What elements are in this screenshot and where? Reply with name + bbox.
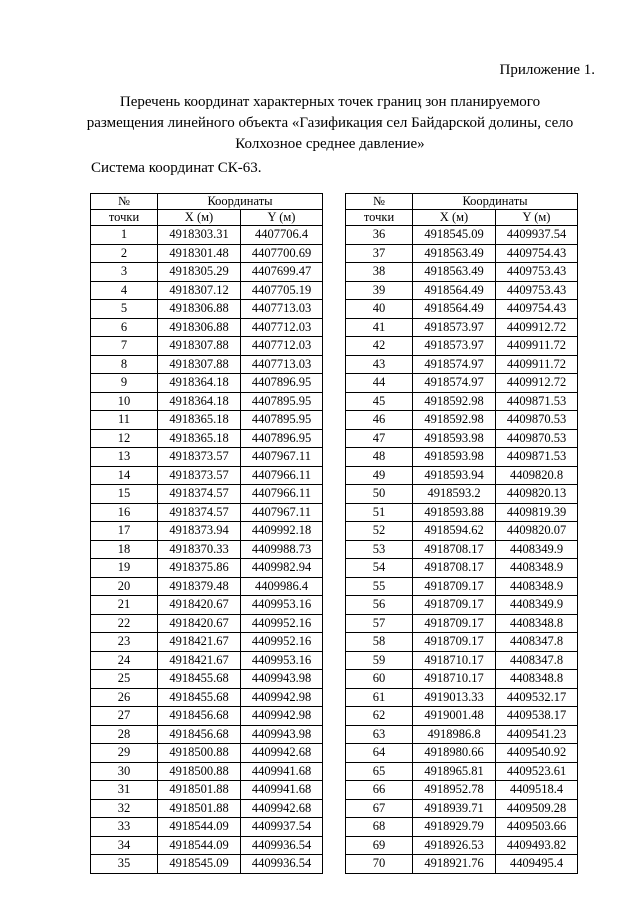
coord-x: 4918544.09	[158, 836, 241, 855]
header-num-bottom: точки	[346, 210, 413, 226]
coord-x: 4919013.33	[413, 688, 496, 707]
header-coordinates: Координаты	[413, 194, 578, 210]
table-row	[346, 688, 578, 707]
header-num-top: №	[91, 194, 158, 210]
coord-y: 4409937.54	[241, 818, 323, 837]
table-row	[91, 577, 323, 596]
point-number: 31	[91, 781, 158, 800]
table-row	[91, 614, 323, 633]
coord-x: 4918593.98	[413, 429, 496, 448]
coord-y: 4407705.19	[241, 281, 323, 300]
coord-x: 4918373.57	[158, 466, 241, 485]
point-number: 53	[346, 540, 413, 559]
point-number: 13	[91, 448, 158, 467]
coord-x: 4918952.78	[413, 781, 496, 800]
coord-y: 4409937.54	[496, 226, 578, 245]
coord-x: 4918986.8	[413, 725, 496, 744]
coord-y: 4409871.53	[496, 448, 578, 467]
table-row	[91, 429, 323, 448]
table-row	[346, 318, 578, 337]
point-number: 6	[91, 318, 158, 337]
header-x: X (м)	[413, 210, 496, 226]
coord-x: 4918307.88	[158, 337, 241, 356]
point-number: 27	[91, 707, 158, 726]
table-row	[346, 633, 578, 652]
point-number: 3	[91, 263, 158, 282]
coord-y: 4409541.23	[496, 725, 578, 744]
coord-x: 4918501.88	[158, 781, 241, 800]
coord-x: 4918370.33	[158, 540, 241, 559]
point-number: 16	[91, 503, 158, 522]
coord-x: 4918301.48	[158, 244, 241, 263]
coord-x: 4918307.12	[158, 281, 241, 300]
table-row	[91, 799, 323, 818]
table-row	[346, 281, 578, 300]
point-number: 24	[91, 651, 158, 670]
coord-x: 4918545.09	[413, 226, 496, 245]
table-row	[91, 263, 323, 282]
table-row	[91, 374, 323, 393]
table-row	[91, 707, 323, 726]
coord-x: 4918709.17	[413, 577, 496, 596]
coord-y: 4407966.11	[241, 466, 323, 485]
point-number: 7	[91, 337, 158, 356]
coord-y: 4409820.07	[496, 522, 578, 541]
coord-y: 4408347.8	[496, 633, 578, 652]
coord-y: 4409942.98	[241, 707, 323, 726]
point-number: 2	[91, 244, 158, 263]
point-number: 10	[91, 392, 158, 411]
coord-x: 4918305.29	[158, 263, 241, 282]
table-row	[346, 337, 578, 356]
table-row	[91, 392, 323, 411]
point-number: 61	[346, 688, 413, 707]
point-number: 5	[91, 300, 158, 319]
point-number: 26	[91, 688, 158, 707]
coord-x: 4918544.09	[158, 818, 241, 837]
coord-y: 4409936.54	[241, 855, 323, 874]
point-number: 57	[346, 614, 413, 633]
table-row	[91, 448, 323, 467]
coord-x: 4918421.67	[158, 633, 241, 652]
point-number: 66	[346, 781, 413, 800]
point-number: 12	[91, 429, 158, 448]
coord-y: 4409911.72	[496, 337, 578, 356]
appendix-label: Приложение 1.	[499, 62, 595, 78]
point-number: 1	[91, 226, 158, 245]
table-row	[91, 855, 323, 874]
point-number: 51	[346, 503, 413, 522]
coord-x: 4918593.88	[413, 503, 496, 522]
coord-x: 4918365.18	[158, 411, 241, 430]
coord-x: 4918563.49	[413, 263, 496, 282]
coord-y: 4409518.4	[496, 781, 578, 800]
coord-y: 4409943.98	[241, 725, 323, 744]
coord-x: 4918364.18	[158, 392, 241, 411]
coord-x: 4918593.2	[413, 485, 496, 504]
table-row	[91, 355, 323, 374]
coord-y: 4409911.72	[496, 355, 578, 374]
coord-x: 4918455.68	[158, 670, 241, 689]
header-num-top: №	[346, 194, 413, 210]
table-row	[346, 244, 578, 263]
title-line-2: размещения линейного объекта «Газификация сел Байдарской долины, село	[86, 115, 574, 131]
coord-y: 4409509.28	[496, 799, 578, 818]
table-row	[346, 744, 578, 763]
table-row	[346, 300, 578, 319]
point-number: 55	[346, 577, 413, 596]
table-row	[91, 633, 323, 652]
coord-y: 4409936.54	[241, 836, 323, 855]
point-number: 36	[346, 226, 413, 245]
coord-y: 4407895.95	[241, 392, 323, 411]
coord-x: 4918420.67	[158, 596, 241, 615]
coord-y: 4409820.13	[496, 485, 578, 504]
coord-x: 4918709.17	[413, 614, 496, 633]
point-number: 38	[346, 263, 413, 282]
point-number: 45	[346, 392, 413, 411]
coord-x: 4918564.49	[413, 281, 496, 300]
point-number: 4	[91, 281, 158, 300]
coord-y: 4407967.11	[241, 503, 323, 522]
point-number: 19	[91, 559, 158, 578]
point-number: 21	[91, 596, 158, 615]
point-number: 64	[346, 744, 413, 763]
coord-x: 4918710.17	[413, 651, 496, 670]
point-number: 43	[346, 355, 413, 374]
point-number: 8	[91, 355, 158, 374]
table-row	[91, 540, 323, 559]
coord-y: 4409912.72	[496, 374, 578, 393]
table-row	[91, 226, 323, 245]
point-number: 32	[91, 799, 158, 818]
point-number: 23	[91, 633, 158, 652]
coord-x: 4918929.79	[413, 818, 496, 837]
table-row	[91, 651, 323, 670]
table-row	[346, 466, 578, 485]
coord-x: 4918573.97	[413, 318, 496, 337]
table-row	[346, 707, 578, 726]
point-number: 34	[91, 836, 158, 855]
point-number: 30	[91, 762, 158, 781]
coord-y: 4407895.95	[241, 411, 323, 430]
coord-x: 4918456.68	[158, 707, 241, 726]
point-number: 48	[346, 448, 413, 467]
coord-y: 4408349.9	[496, 540, 578, 559]
coord-x: 4918593.98	[413, 448, 496, 467]
coord-x: 4918307.88	[158, 355, 241, 374]
table-row	[91, 725, 323, 744]
coord-y: 4407966.11	[241, 485, 323, 504]
table-row	[91, 836, 323, 855]
coord-y: 4407967.11	[241, 448, 323, 467]
table-row	[91, 781, 323, 800]
coord-y: 4408348.8	[496, 614, 578, 633]
coord-x: 4918593.94	[413, 466, 496, 485]
point-number: 56	[346, 596, 413, 615]
point-number: 41	[346, 318, 413, 337]
table-row	[346, 670, 578, 689]
table-row	[346, 818, 578, 837]
coord-y: 4409493.82	[496, 836, 578, 855]
coord-y: 4409523.61	[496, 762, 578, 781]
coordinates-table-left	[90, 193, 323, 874]
coord-y: 4407896.95	[241, 374, 323, 393]
coord-y: 4409870.53	[496, 411, 578, 430]
coord-y: 4409820.8	[496, 466, 578, 485]
point-number: 58	[346, 633, 413, 652]
coord-y: 4409941.68	[241, 762, 323, 781]
coord-y: 4407713.03	[241, 355, 323, 374]
point-number: 62	[346, 707, 413, 726]
table-row	[91, 688, 323, 707]
point-number: 29	[91, 744, 158, 763]
table-row	[346, 559, 578, 578]
table-row	[346, 762, 578, 781]
coord-x: 4918373.94	[158, 522, 241, 541]
point-number: 54	[346, 559, 413, 578]
coordinate-system-label: Система координат СК-63.	[91, 160, 262, 176]
table-row	[91, 670, 323, 689]
coord-x: 4918545.09	[158, 855, 241, 874]
table-row	[346, 799, 578, 818]
coord-y: 4409941.68	[241, 781, 323, 800]
table-row	[346, 485, 578, 504]
table-row	[346, 855, 578, 874]
coord-x: 4918709.17	[413, 596, 496, 615]
title-line-3: Колхозное среднее давление»	[235, 136, 425, 152]
coord-y: 4407706.4	[241, 226, 323, 245]
coord-y: 4409943.98	[241, 670, 323, 689]
header-y: Y (м)	[241, 210, 323, 226]
table-row	[346, 781, 578, 800]
coord-x: 4918573.97	[413, 337, 496, 356]
coord-y: 4409532.17	[496, 688, 578, 707]
table-row	[91, 503, 323, 522]
table-row	[346, 411, 578, 430]
coord-x: 4918708.17	[413, 540, 496, 559]
table-row	[346, 448, 578, 467]
point-number: 69	[346, 836, 413, 855]
table-row	[91, 762, 323, 781]
point-number: 49	[346, 466, 413, 485]
coord-y: 4407712.03	[241, 318, 323, 337]
coord-x: 4918921.76	[413, 855, 496, 874]
table-row	[346, 651, 578, 670]
point-number: 20	[91, 577, 158, 596]
coord-x: 4918306.88	[158, 318, 241, 337]
point-number: 17	[91, 522, 158, 541]
coord-x: 4918564.49	[413, 300, 496, 319]
coord-x: 4918708.17	[413, 559, 496, 578]
coord-y: 4409503.66	[496, 818, 578, 837]
coord-y: 4409952.16	[241, 633, 323, 652]
point-number: 35	[91, 855, 158, 874]
title-line-1: Перечень координат характерных точек границ зон планируемого	[119, 94, 541, 110]
coord-y: 4409754.43	[496, 244, 578, 263]
table-row	[91, 522, 323, 541]
coord-x: 4918500.88	[158, 762, 241, 781]
coord-y: 4409982.94	[241, 559, 323, 578]
coord-y: 4407896.95	[241, 429, 323, 448]
point-number: 14	[91, 466, 158, 485]
coord-x: 4918364.18	[158, 374, 241, 393]
coord-x: 4918306.88	[158, 300, 241, 319]
table-row	[346, 503, 578, 522]
point-number: 52	[346, 522, 413, 541]
table-row	[346, 429, 578, 448]
table-row	[91, 559, 323, 578]
table-row	[346, 374, 578, 393]
table-row	[91, 300, 323, 319]
coord-x: 4918926.53	[413, 836, 496, 855]
coord-x: 4918710.17	[413, 670, 496, 689]
coord-y: 4407699.47	[241, 263, 323, 282]
table-row	[91, 281, 323, 300]
coordinates-table-right	[345, 193, 578, 874]
coord-y: 4409754.43	[496, 300, 578, 319]
coord-x: 4918594.62	[413, 522, 496, 541]
point-number: 63	[346, 725, 413, 744]
coord-x: 4918303.31	[158, 226, 241, 245]
point-number: 50	[346, 485, 413, 504]
coord-x: 4918456.68	[158, 725, 241, 744]
table-row	[91, 244, 323, 263]
point-number: 46	[346, 411, 413, 430]
coord-y: 4409942.68	[241, 799, 323, 818]
point-number: 28	[91, 725, 158, 744]
coord-y: 4409538.17	[496, 707, 578, 726]
point-number: 33	[91, 818, 158, 837]
point-number: 25	[91, 670, 158, 689]
document-title	[60, 92, 600, 155]
coord-y: 4408348.9	[496, 577, 578, 596]
coord-x: 4918420.67	[158, 614, 241, 633]
coord-y: 4409988.73	[241, 540, 323, 559]
coord-x: 4918980.66	[413, 744, 496, 763]
table-row	[91, 485, 323, 504]
coord-y: 4408348.8	[496, 670, 578, 689]
coord-x: 4918375.86	[158, 559, 241, 578]
header-x: X (м)	[158, 210, 241, 226]
point-number: 65	[346, 762, 413, 781]
coord-x: 4918574.97	[413, 355, 496, 374]
coord-y: 4407712.03	[241, 337, 323, 356]
point-number: 40	[346, 300, 413, 319]
coord-y: 4407700.69	[241, 244, 323, 263]
coord-x: 4918965.81	[413, 762, 496, 781]
coord-y: 4409942.68	[241, 744, 323, 763]
point-number: 59	[346, 651, 413, 670]
coord-x: 4918379.48	[158, 577, 241, 596]
table-row	[91, 596, 323, 615]
coord-x: 4919001.48	[413, 707, 496, 726]
point-number: 67	[346, 799, 413, 818]
header-num-bottom: точки	[91, 210, 158, 226]
table-row	[346, 263, 578, 282]
coord-y: 4409953.16	[241, 596, 323, 615]
coord-y: 4409953.16	[241, 651, 323, 670]
table-row	[346, 226, 578, 245]
coord-y: 4408347.8	[496, 651, 578, 670]
point-number: 42	[346, 337, 413, 356]
coord-x: 4918592.98	[413, 392, 496, 411]
coord-x: 4918374.57	[158, 485, 241, 504]
coord-x: 4918501.88	[158, 799, 241, 818]
coord-y: 4409753.43	[496, 263, 578, 282]
point-number: 22	[91, 614, 158, 633]
coord-y: 4409753.43	[496, 281, 578, 300]
table-row	[91, 318, 323, 337]
point-number: 47	[346, 429, 413, 448]
coord-y: 4409870.53	[496, 429, 578, 448]
coord-x: 4918939.71	[413, 799, 496, 818]
coord-y: 4409871.53	[496, 392, 578, 411]
coord-y: 4408349.9	[496, 596, 578, 615]
coord-x: 4918592.98	[413, 411, 496, 430]
table-row	[346, 725, 578, 744]
coord-y: 4409819.39	[496, 503, 578, 522]
coord-y: 4409942.98	[241, 688, 323, 707]
coord-y: 4409986.4	[241, 577, 323, 596]
coord-y: 4409495.4	[496, 855, 578, 874]
point-number: 37	[346, 244, 413, 263]
table-row	[346, 614, 578, 633]
coord-y: 4409952.16	[241, 614, 323, 633]
point-number: 39	[346, 281, 413, 300]
coord-x: 4918563.49	[413, 244, 496, 263]
coord-y: 4409540.92	[496, 744, 578, 763]
table-row	[346, 596, 578, 615]
point-number: 60	[346, 670, 413, 689]
coord-y: 4407713.03	[241, 300, 323, 319]
table-row	[346, 836, 578, 855]
table-row	[91, 411, 323, 430]
point-number: 70	[346, 855, 413, 874]
coord-x: 4918455.68	[158, 688, 241, 707]
table-row	[346, 540, 578, 559]
table-row	[91, 744, 323, 763]
table-row	[346, 355, 578, 374]
coord-x: 4918500.88	[158, 744, 241, 763]
table-row	[91, 466, 323, 485]
point-number: 15	[91, 485, 158, 504]
point-number: 68	[346, 818, 413, 837]
coord-y: 4409912.72	[496, 318, 578, 337]
header-coordinates: Координаты	[158, 194, 323, 210]
table-row	[91, 818, 323, 837]
header-y: Y (м)	[496, 210, 578, 226]
coord-x: 4918365.18	[158, 429, 241, 448]
coord-x: 4918373.57	[158, 448, 241, 467]
coord-x: 4918374.57	[158, 503, 241, 522]
point-number: 11	[91, 411, 158, 430]
table-row	[346, 577, 578, 596]
table-row	[91, 337, 323, 356]
coord-y: 4408348.9	[496, 559, 578, 578]
point-number: 44	[346, 374, 413, 393]
coord-x: 4918421.67	[158, 651, 241, 670]
point-number: 18	[91, 540, 158, 559]
table-row	[346, 522, 578, 541]
coord-x: 4918709.17	[413, 633, 496, 652]
table-row	[346, 392, 578, 411]
point-number: 9	[91, 374, 158, 393]
coord-x: 4918574.97	[413, 374, 496, 393]
coord-y: 4409992.18	[241, 522, 323, 541]
